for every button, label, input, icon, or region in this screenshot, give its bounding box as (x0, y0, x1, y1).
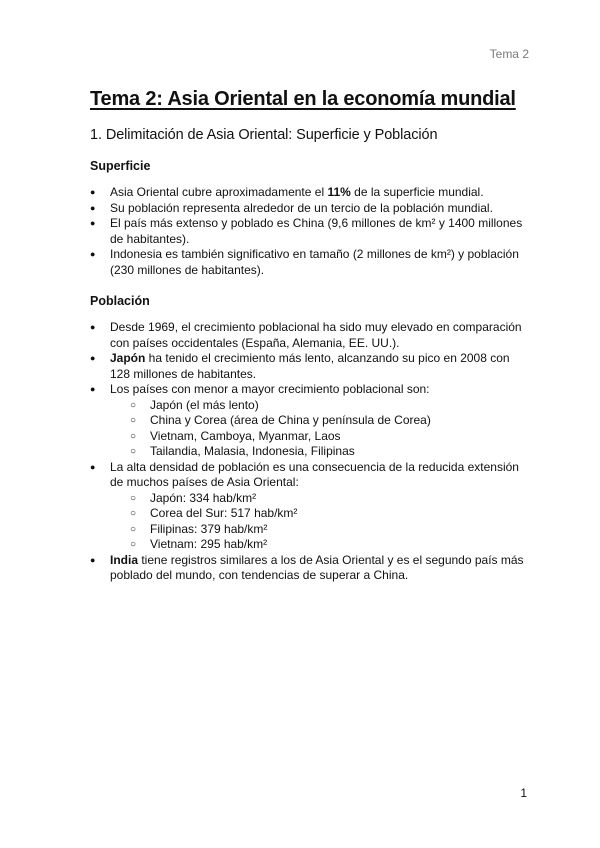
list-item: ● La alta densidad de población es una consecuencia de la reducida extensión de muchos países de Asia Oriental: ○ Japón: 334 hab/km² ○ Corea del Sur: 517 hab/km² ○ Filipinas: 379 hab/km² ○ Vietnam: 295 hab/km² (90, 460, 530, 553)
list-item: ● Asia Oriental cubre aproximadamente el 11% de la superficie mundial. (90, 185, 530, 201)
page-number: 1 (520, 786, 527, 800)
document-body (90, 88, 530, 584)
list-item: ● Japón ha tenido el crecimiento más lento, alcanzando su pico en 2008 con 128 millones de habitantes. (90, 351, 530, 382)
sub-list-item: ○ Vietnam, Camboya, Myanmar, Laos (130, 429, 530, 445)
sub-list-item: ○ Tailandia, Malasia, Indonesia, Filipinas (130, 444, 530, 460)
list-item: ● Indonesia es también significativo en tamaño (2 millones de km²) y población (230 millones de habitantes). (90, 247, 530, 278)
list-item: ● Su población representa alrededor de un tercio de la población mundial. (90, 201, 530, 217)
poblacion-list (90, 320, 530, 584)
sub-list-item: ○ Corea del Sur: 517 hab/km² (130, 506, 530, 522)
sub-list-item: ○ Vietnam: 295 hab/km² (130, 537, 530, 553)
sub-list-item: ○ Japón (el más lento) (130, 398, 530, 414)
section-heading: 1. Delimitación de Asia Oriental: Superficie y Población (90, 127, 438, 143)
list-item: ● Los países con menor a mayor crecimiento poblacional son: ○ Japón (el más lento) ○ China y Corea (área de China y península de Corea) ○ Vietnam, Camboya, Myanmar, Laos ○ Tailandia, Malasia, Indonesia, Filipinas (90, 382, 530, 460)
list-item: ● El país más extenso y poblado es China (9,6 millones de km² y 1400 millones de habitantes). (90, 216, 530, 247)
density-list (110, 491, 530, 553)
superficie-list (90, 185, 530, 278)
running-header: Tema 2 (489, 47, 529, 61)
list-item: ● India tiene registros similares a los de Asia Oriental y es el segundo país más poblado del mundo, con tendencias de superar a China. (90, 553, 530, 584)
sub-list-item: ○ China y Corea (área de China y península de Corea) (130, 413, 530, 429)
document-title: Tema 2: Asia Oriental en la economía mundial (90, 88, 516, 110)
growth-order-list (110, 398, 530, 460)
superficie-heading: Superficie (90, 159, 151, 173)
poblacion-heading: Población (90, 294, 150, 308)
list-item: ● Desde 1969, el crecimiento poblacional ha sido muy elevado en comparación con países occidentales (España, Alemania, EE. UU.). (90, 320, 530, 351)
sub-list-item: ○ Filipinas: 379 hab/km² (130, 522, 530, 538)
sub-list-item: ○ Japón: 334 hab/km² (130, 491, 530, 507)
